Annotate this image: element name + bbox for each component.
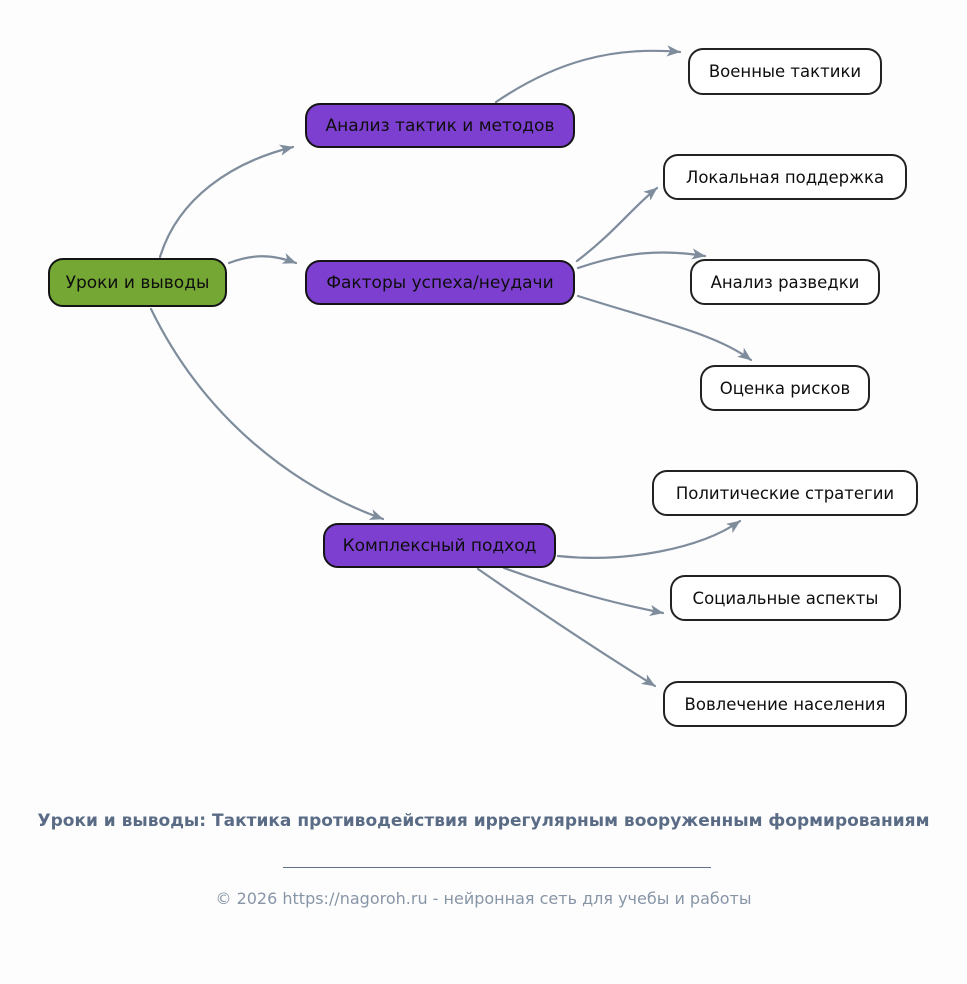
diagram-title: Уроки и выводы: Тактика противодействия иррегулярным вооруженным формированиям (37, 811, 930, 831)
edge-root-to-branch1 (160, 147, 293, 257)
node-branch-complex-approach: Комплексный подход (323, 523, 556, 568)
edge-branch2-to-leaf4 (578, 296, 751, 360)
footer-divider (283, 867, 711, 868)
node-branch-success-factors: Факторы успеха/неудачи (305, 260, 575, 305)
edge-branch1-to-leaf1 (496, 51, 680, 102)
edge-branch2-to-leaf2 (577, 188, 657, 261)
node-leaf-risk-assessment: Оценка рисков (700, 365, 870, 411)
node-leaf-population-involvement: Вовлечение населения (663, 681, 907, 727)
node-leaf-political-strategies: Политические стратегии (652, 470, 918, 516)
copyright-text: © 2026 https://nagoroh.ru - нейронная сеть для учебы и работы (215, 889, 752, 908)
node-leaf-local-support: Локальная поддержка (663, 154, 907, 200)
node-leaf-intel-analysis: Анализ разведки (690, 259, 880, 305)
edge-branch3-to-leaf6 (504, 568, 663, 613)
node-leaf-social-aspects: Социальные аспекты (670, 575, 901, 621)
node-root: Уроки и выводы (48, 258, 227, 307)
edge-root-to-branch2 (229, 256, 296, 263)
node-leaf-military-tactics: Военные тактики (688, 48, 882, 95)
node-branch-analysis-tactics: Анализ тактик и методов (305, 103, 575, 148)
edge-branch3-to-leaf5 (558, 521, 740, 558)
edge-branch2-to-leaf3 (578, 252, 705, 268)
edge-branch3-to-leaf7 (478, 569, 655, 686)
edge-root-to-branch3 (151, 309, 383, 519)
